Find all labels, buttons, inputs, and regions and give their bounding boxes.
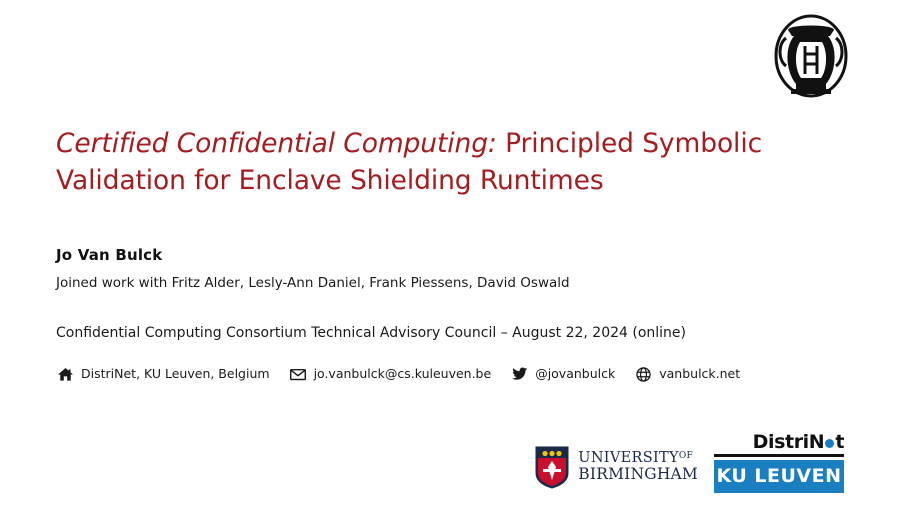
- slide-title-emphasis: Certified Confidential Computing:: [56, 128, 497, 159]
- contact-website[interactable]: [634, 366, 740, 382]
- birmingham-crest-icon: [534, 445, 570, 489]
- birmingham-of: OF: [678, 451, 694, 462]
- contact-email[interactable]: [289, 366, 492, 382]
- coauthors-line: Joined work with Fritz Alder, Lesly-Ann Daniel, Frank Piessens, David Oswald: [56, 275, 570, 291]
- author-name: Jo Van Bulck: [56, 246, 163, 264]
- envelope-icon: [289, 366, 307, 382]
- birmingham-line1: UNIVERSITY: [578, 450, 679, 467]
- contact-twitter-text: @jovanbulck: [535, 365, 616, 381]
- twitter-bird-icon: [510, 366, 528, 382]
- venue-line: Confidential Computing Consortium Technical Advisory Council – August 22, 2024 (online): [56, 325, 687, 341]
- slide-title-rest: Principled Symbolic Validation for Enclave Shielding Runtimes: [56, 128, 763, 196]
- contact-website-text: vanbulck.net: [659, 365, 741, 381]
- contact-row: [56, 366, 759, 382]
- birmingham-wordmark: [578, 451, 698, 483]
- contact-affiliation-text: DistriNet, KU Leuven, Belgium: [81, 365, 270, 381]
- distrinet-dot-icon: [825, 439, 834, 448]
- distrinet-text-part2: t: [835, 431, 844, 453]
- contact-email-text: jo.vanbulck@cs.kuleuven.be: [313, 365, 492, 381]
- home-icon: [56, 366, 74, 382]
- contact-twitter[interactable]: [510, 366, 615, 382]
- ku-leuven-wordmark: KU LEUVEN: [714, 460, 844, 493]
- ku-leuven-seal-icon: [774, 14, 848, 98]
- distrinet-text-part1: DistriN: [752, 431, 825, 453]
- birmingham-line2: BIRMINGHAM: [578, 465, 698, 484]
- slide-title: [56, 126, 816, 199]
- ku-leuven-distrinet-logo: [714, 430, 844, 493]
- globe-icon: [634, 366, 652, 382]
- contact-affiliation: [56, 366, 270, 382]
- distrinet-wordmark: [714, 430, 844, 454]
- distrinet-underline: [714, 454, 844, 457]
- logo-row: [534, 419, 844, 493]
- university-of-birmingham-logo: [534, 445, 698, 489]
